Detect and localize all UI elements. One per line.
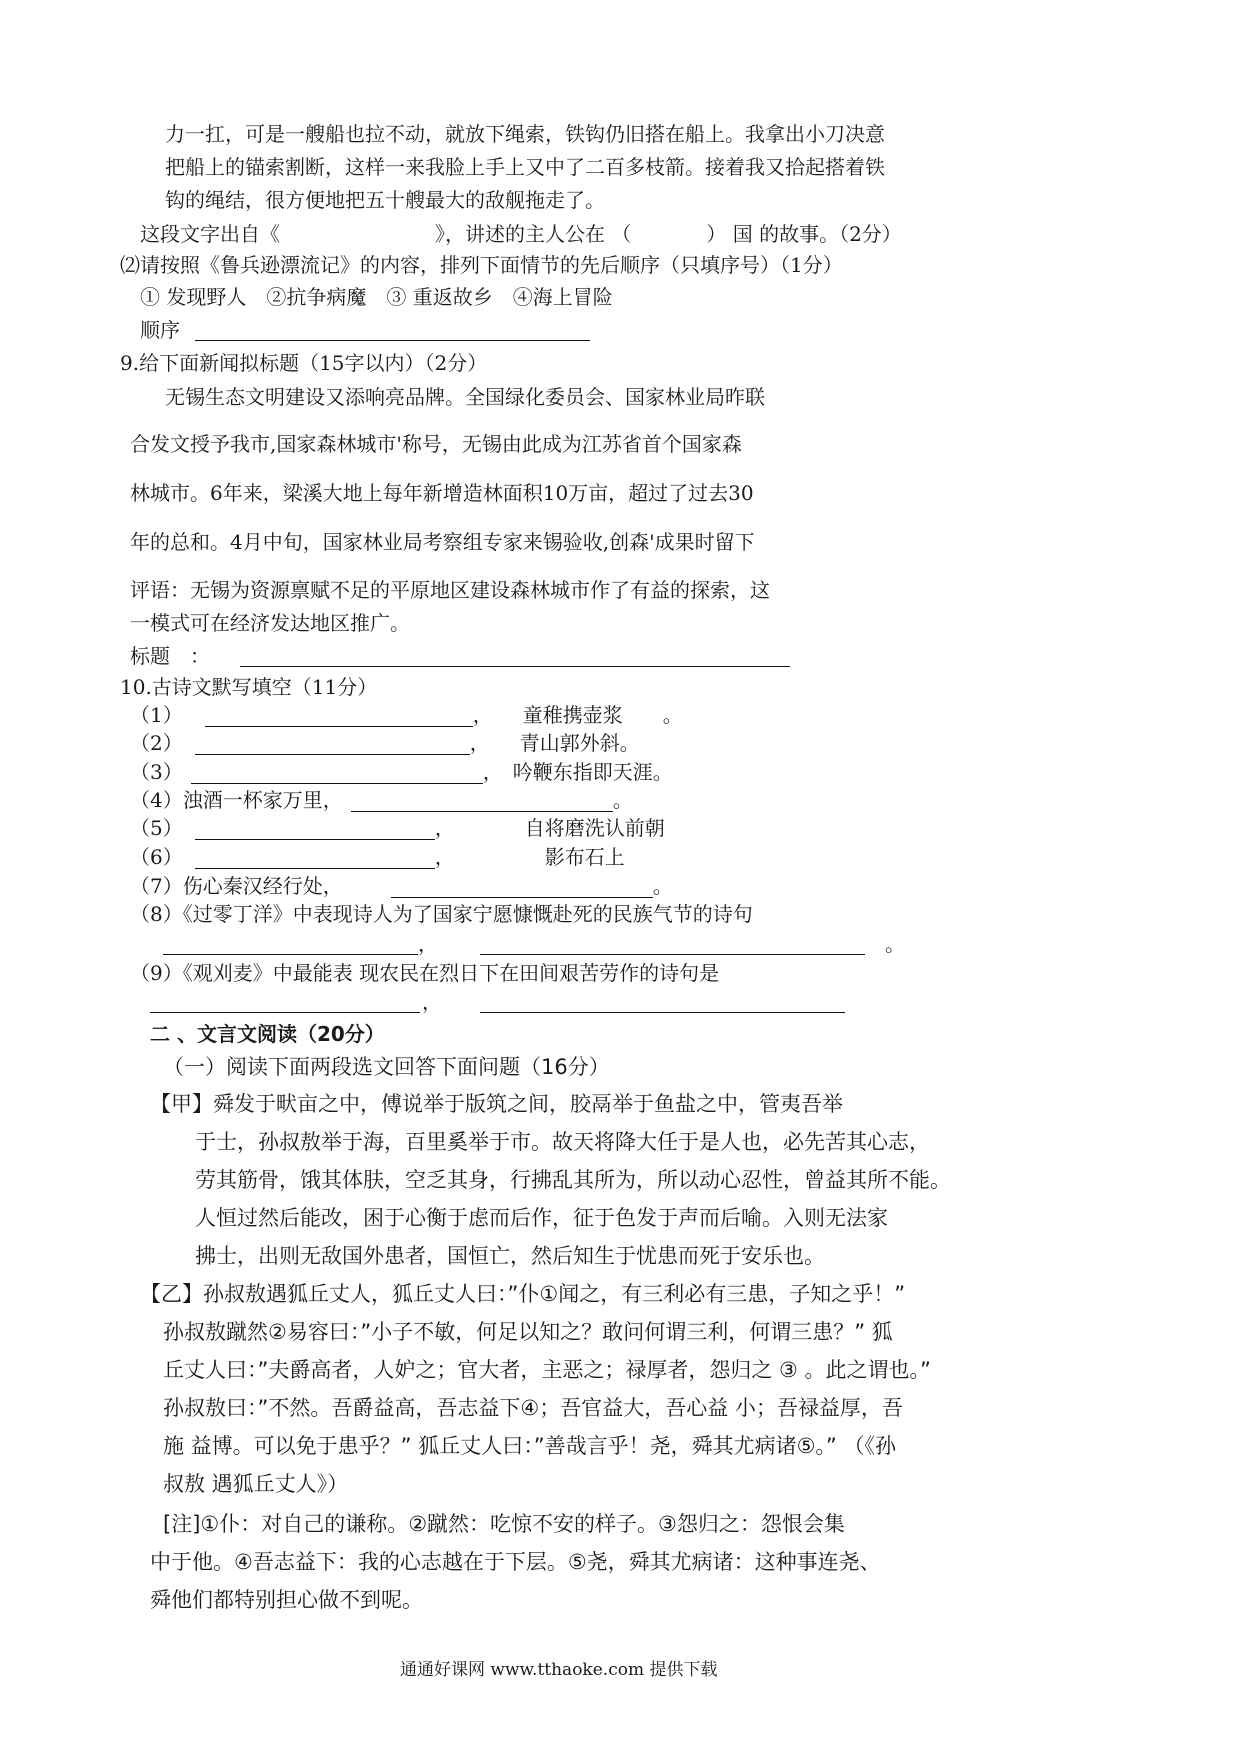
poem-blank[interactable] <box>163 954 418 955</box>
news-line: 合发文授予我市,国家森林城市'称号，无锡由此成为江苏省首个国家森 <box>130 432 742 456</box>
poem-item-3: （3） ， 吟鞭东指即天涯。 <box>130 760 673 784</box>
poem-blank[interactable] <box>480 1012 845 1013</box>
annotation-line: 舜他们都特别担心做不到呢。 <box>150 1588 423 1612</box>
page-footer: 通通好课网 www.tthaoke.com 提供下载 <box>400 1660 718 1680</box>
poem-item-7: （7）伤心秦汉经行处， 。 <box>130 874 673 898</box>
passage-line: 把船上的锚索割断，这样一来我脸上手上又中了二百多枝箭。接着我又拾起搭着铁 <box>165 155 885 179</box>
section-subheading: （一）阅读下面两段选文回答下面问题（16分） <box>163 1055 610 1079</box>
news-line: 无锡生态文明建设又添响亮品牌。全国绿化委员会、国家林业局昨联 <box>165 385 765 409</box>
question-8-2: ⑵请按照《鲁兵逊漂流记》的内容，排列下面情节的先后顺序（只填序号）（1分） <box>120 253 843 277</box>
passage-jia-line: 于士，孙叔敖举于海，百里奚举于市。故天将降大任于是人也，必先苦其心志， <box>195 1130 930 1154</box>
poem-item-9: （9）《观刈麦》中最能表 现农民在烈日下在田间艰苦劳作的诗句是 <box>130 961 720 985</box>
news-line: 林城市。6年来，梁溪大地上每年新增造林面积10万亩，超过了过去30 <box>130 481 754 505</box>
annotation-line: [注]①仆：对自己的谦称。②蹴然：吃惊不安的样子。③怨归之：怨恨会集 <box>163 1512 845 1536</box>
plot-options: ① 发现野人 ②抗争病魔 ③ 重返故乡 ④海上冒险 <box>140 285 613 309</box>
question-9-title: 9.给下面新闻拟标题（15字以内）（2分） <box>120 351 488 375</box>
passage-yi-line: 叔敖 遇狐丘丈人》） <box>163 1472 349 1496</box>
poem-blank[interactable] <box>391 877 653 898</box>
comma: ， <box>418 932 438 956</box>
poem-blank[interactable] <box>195 734 470 755</box>
passage-yi-line: 【乙】孙叔敖遇狐丘丈人，狐丘丈人曰：”仆①闻之，有三利必有三患，子知之乎！” <box>140 1282 906 1306</box>
poem-blank[interactable] <box>195 848 435 869</box>
news-line: 一模式可在经济发达地区推广。 <box>130 611 410 635</box>
passage-yi-line: 孙叔敖蹴然②易容曰：”小子不敏，何足以知之？敢问何谓三利，何谓三患？” 狐 <box>163 1320 893 1344</box>
passage-jia-line: 人恒过然后能改，困于心衡于虑而后作，征于色发于声而后喻。入则无法家 <box>195 1206 888 1230</box>
poem-blank[interactable] <box>150 1012 420 1013</box>
news-line: 评语：无锡为资源禀赋不足的平原地区建设森林城市作了有益的探索，这 <box>130 578 770 602</box>
order-answer-blank[interactable] <box>195 340 590 341</box>
poem-blank[interactable] <box>195 819 435 840</box>
news-line: 年的总和。4月中旬，国家林业局考察组专家来锡验收,创森'成果时留下 <box>130 530 755 554</box>
passage-jia-line: 劳其筋骨，饿其体肤，空乏其身，行拂乱其所为，所以动心忍性，曾益其所不能。 <box>195 1168 951 1192</box>
period: 。 <box>885 932 905 956</box>
poem-item-5: （5） ， 自将磨洗认前朝 <box>130 816 665 840</box>
passage-yi-line: 孙叔敖曰：”不然。吾爵益高，吾志益下④；吾官益大，吾心益 小；吾禄益厚，吾 <box>163 1396 903 1420</box>
headline-label: 标题 ： <box>130 644 210 668</box>
passage-jia-line: 拂士，出则无敌国外患者，国恒亡，然后知生于忧患而死于安乐也。 <box>195 1244 825 1268</box>
question-8-1: 这段文字出自《 》，讲述的主人公在 （ ） 国 的故事。（2分） <box>140 222 902 246</box>
comma: ， <box>422 990 442 1014</box>
passage-jia-line: 【甲】舜发于畎亩之中，傅说举于版筑之间，胶鬲举于鱼盐之中，管夷吾举 <box>150 1092 843 1116</box>
poem-item-1: （1） ， 童稚携壶浆 。 <box>130 703 683 727</box>
poem-blank[interactable] <box>191 763 483 784</box>
passage-line: 钩的绳结，很方便地把五十艘最大的敌舰拖走了。 <box>165 188 605 212</box>
headline-answer-blank[interactable] <box>240 666 790 667</box>
section-heading: 二 、文言文阅读（20分） <box>150 1022 385 1046</box>
poem-blank[interactable] <box>205 706 473 727</box>
poem-item-2: （2） ， 青山郭外斜。 <box>130 731 640 755</box>
poem-item-6: （6） ， 影布石上 <box>130 845 625 869</box>
poem-blank[interactable] <box>351 791 613 812</box>
poem-blank[interactable] <box>480 954 865 955</box>
passage-line: 力一扛，可是一艘船也拉不动，就放下绳索，铁钩仍旧搭在船上。我拿出小刀决意 <box>165 122 885 146</box>
annotation-line: 中于他。④吾志益下：我的心志越在于下层。⑤尧，舜其尤病诸：这种事连尧、 <box>150 1550 881 1574</box>
order-label: 顺序 <box>140 318 180 342</box>
question-10-title: 10.古诗文默写填空（11分） <box>120 675 378 699</box>
poem-item-4: （4）浊酒一杯家万里， 。 <box>130 788 633 812</box>
poem-item-8: （8）《过零丁洋》中表现诗人为了国家宁愿慷慨赴死的民族气节的诗句 <box>130 902 753 926</box>
passage-yi-line: 丘丈人曰：”夫爵高者，人妒之；官大者，主恶之；禄厚者，怨归之 ③ 。此之谓也。” <box>163 1358 931 1382</box>
passage-yi-line: 施 益博。可以免于患乎？” 狐丘丈人曰：”善哉言乎！尧，舜其尤病诸⑤。” （《孙 <box>163 1434 896 1458</box>
